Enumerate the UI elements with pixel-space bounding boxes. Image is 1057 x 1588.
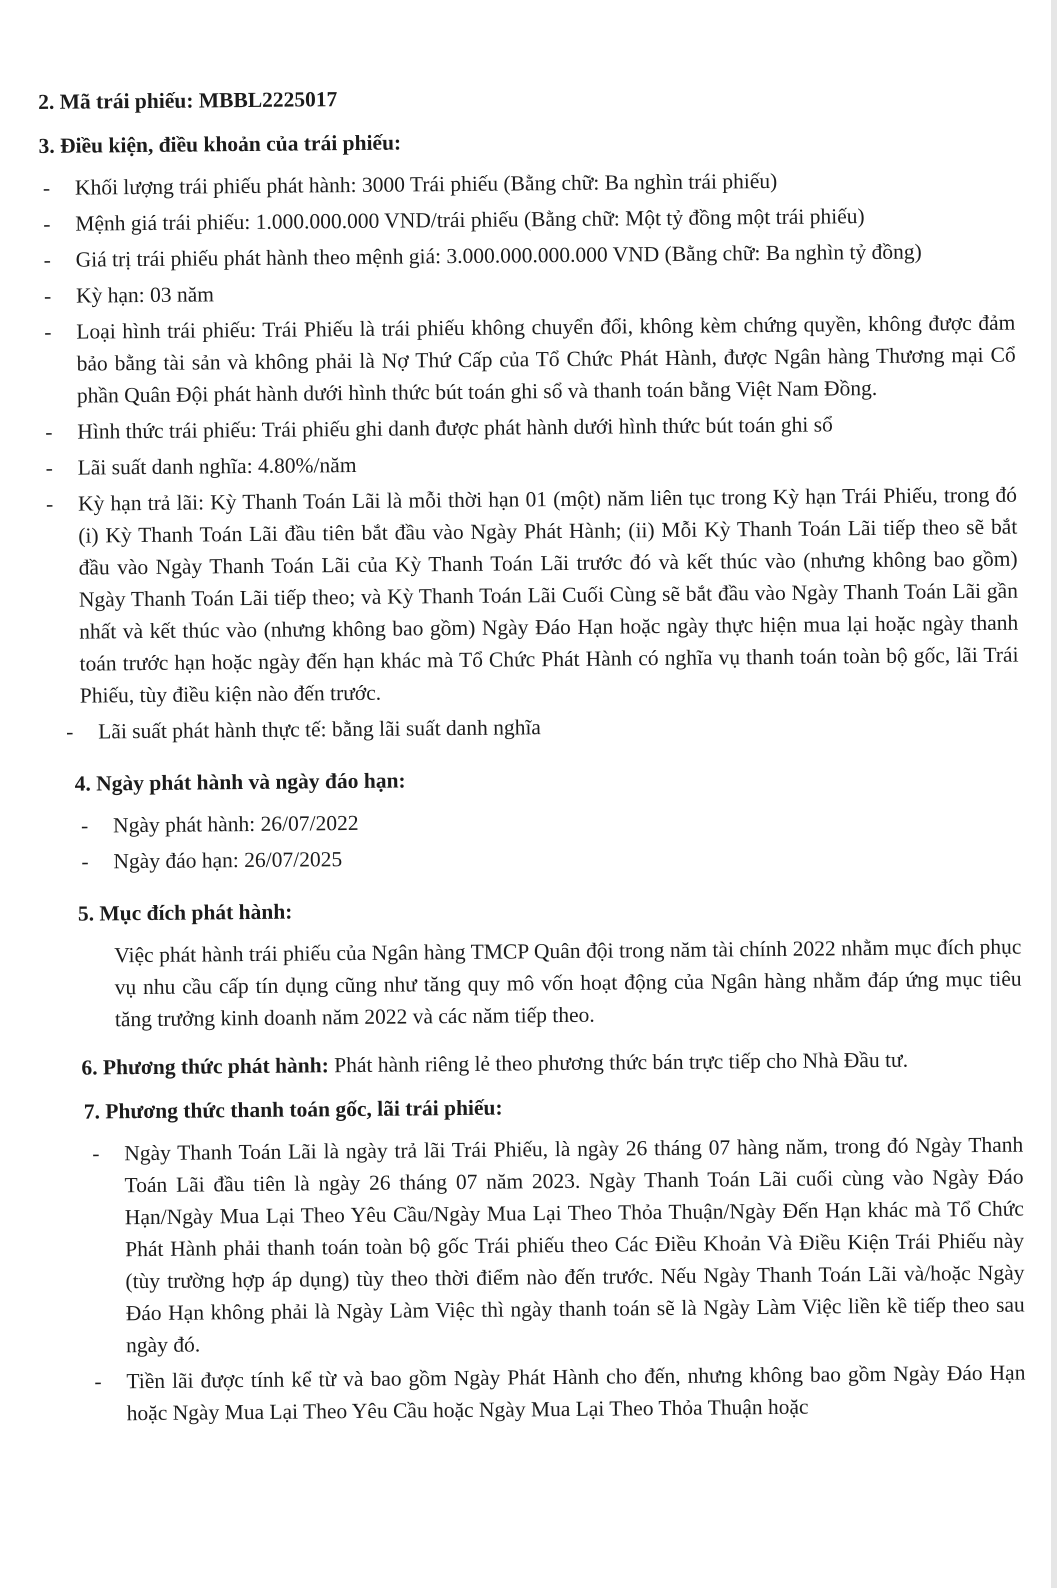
section-6-text: Phát hành riêng lẻ theo phương thức bán trực tiếp cho Nhà Đầu tư. — [328, 1047, 909, 1078]
section-4-heading: 4. Ngày phát hành và ngày đáo hạn: — [74, 768, 406, 796]
list-item: - Ngày phát hành: 26/07/2022 — [77, 801, 1020, 842]
section-3-list — [39, 163, 1019, 748]
scan-edge-shadow — [1051, 0, 1057, 1588]
section-7 — [48, 1087, 1026, 1430]
section-3 — [38, 121, 1019, 748]
section-4 — [45, 759, 1021, 878]
list-item: - Ngày Thanh Toán Lãi là ngày trả lãi Trái Phiếu, là ngày 26 tháng 07 hàng năm, trong đó Ngày Thanh Toán Lãi đầu tiên là ngày 26 tháng 07 năm 2023. Ngày Thanh Toán Lãi cuối cùng vào Ngày Đáo Hạn/Ngày Mua Lại Theo Yêu Cầu/Ngày Mua Lại Theo Thỏa Thuận/Ngày Đến Hạn khác mà Tổ Chức Phát Hành phải thanh toán toàn bộ gốc Trái phiếu theo Các Điều Khoản Và Điều Kiện Trái Phiếu này (tùy trường hợp áp dụng) tùy theo thời điểm nào đến trước. Nếu Ngày Thanh Toán Lãi và/hoặc Ngày Đáo Hạn không phải là Ngày Làm Việc thì ngày thanh toán sẽ là Ngày Làm Việc liền kề tiếp theo sau ngày đó. — [88, 1129, 1025, 1362]
section-2 — [38, 77, 1013, 118]
section-5 — [46, 889, 1022, 1036]
list-item: - Lãi suất danh nghĩa: 4.80%/năm — [42, 443, 1017, 484]
section-6 — [81, 1043, 1022, 1084]
section-6-label: 6. Phương thức phát hành: — [81, 1053, 329, 1080]
list-item: - Lãi suất phát hành thực tế: bằng lãi suất danh nghĩa — [62, 707, 1019, 748]
list-item: - Giá trị trái phiếu phát hành theo mệnh giá: 3.000.000.000.000 VND (Bằng chữ: Ba nghìn tỷ đồng) — [40, 235, 1015, 276]
list-item: - Khối lượng trái phiếu phát hành: 3000 Trái phiếu (Bằng chữ: Ba nghìn trái phiếu) — [39, 163, 1014, 204]
list-item: - Tiền lãi được tính kể từ và bao gồm Ngày Phát Hành cho đến, nhưng không bao gồm Ngày Đáo Hạn hoặc Ngày Mua Lại Theo Yêu Cầu hoặc Ngày Mua Lại Theo Thỏa Thuận hoặc — [90, 1357, 1026, 1430]
section-5-heading: 5. Mục đích phát hành: — [77, 899, 293, 926]
section-5-paragraph: Việc phát hành trái phiếu của Ngân hàng TMCP Quân đội trong năm tài chính 2022 nhằm mục đích phục vụ nhu cầu cấp tín dụng cũng như tăng quy mô vốn hoạt động của Ngân hàng nhằm đáp ứng mục tiêu tăng trưởng kinh doanh năm 2022 và các năm tiếp theo. — [114, 934, 1022, 1032]
section-2-heading: 2. Mã trái phiếu: MBBL2225017 — [38, 87, 338, 114]
document-body — [38, 77, 1026, 1434]
list-item: - Kỳ hạn: 03 năm — [40, 271, 1015, 312]
section-7-heading: 7. Phương thức thanh toán gốc, lãi trái phiếu: — [83, 1095, 503, 1124]
list-item: - Loại hình trái phiếu: Trái Phiếu là trái phiếu không chuyển đổi, không kèm chứng quyền, không được đảm bảo bằng tài sản và không phải là Nợ Thứ Cấp của Tổ Chức Phát Hành, được Ngân hàng Thương mại Cổ phần Quân Đội phát hành dưới hình thức bút toán ghi sổ và thanh toán bằng Việt Nam Đồng. — [40, 307, 1016, 412]
list-item: - Ngày đáo hạn: 26/07/2025 — [77, 837, 1020, 878]
list-item: - Mệnh giá trái phiếu: 1.000.000.000 VND/trái phiếu (Bằng chữ: Một tỷ đồng một trái phiếu) — [39, 199, 1014, 240]
list-item: - Kỳ hạn trả lãi: Kỳ Thanh Toán Lãi là mỗi thời hạn 01 (một) năm liên tục trong Kỳ hạn Trái Phiếu, trong đó (i) Kỳ Thanh Toán Lãi đầu tiên bắt đầu vào Ngày Phát Hành; (ii) Mỗi Kỳ Thanh Toán Lãi tiếp theo sẽ bắt đầu vào Ngày Thanh Toán Lãi của Kỳ Thanh Toán Lãi trước đó và kết thúc vào (nhưng không bao gồm) Ngày Thanh Toán Lãi tiếp theo; và Kỳ Thanh Toán Lãi Cuối Cùng sẽ bắt đầu vào Ngày Thanh Toán Lãi gần nhất và kết thúc vào (nhưng không bao gồm) Ngày Đáo Hạn hoặc ngày thực hiện mua lại hoặc ngày thanh toán trước hạn hoặc ngày đến hạn khác mà Tổ Chức Phát Hành có nghĩa vụ thanh toán toàn bộ gốc, lãi Trái Phiếu, tùy điều kiện nào đến trước. — [42, 479, 1019, 712]
section-4-list — [77, 801, 1021, 878]
section-3-heading: 3. Điều kiện, điều khoản của trái phiếu: — [38, 130, 402, 158]
section-7-list — [88, 1129, 1026, 1430]
list-item: - Hình thức trái phiếu: Trái phiếu ghi danh được phát hành dưới hình thức bút toán ghi sổ — [41, 407, 1016, 448]
